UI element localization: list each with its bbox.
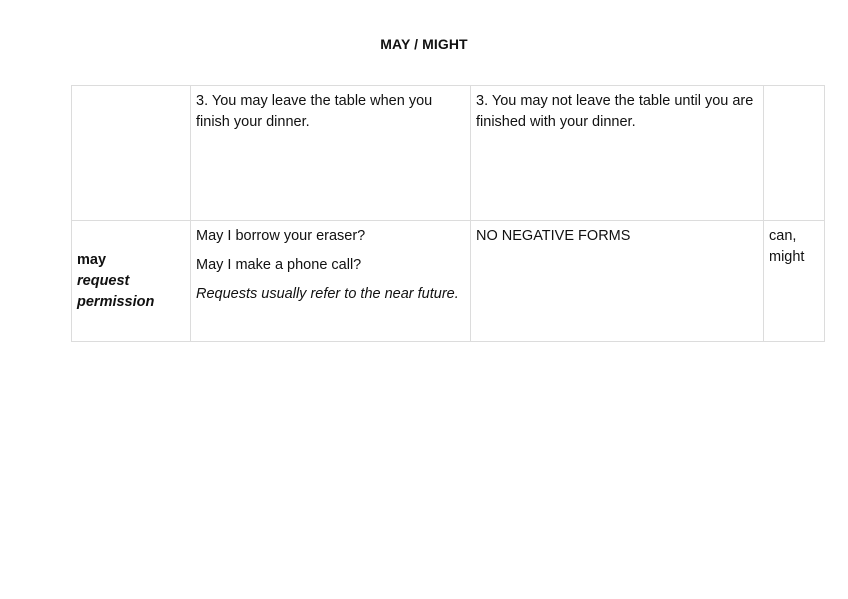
example-sentence: May I make a phone call? xyxy=(196,257,362,273)
affirmative-examples-cell xyxy=(191,86,471,221)
table-row xyxy=(72,221,825,342)
table-row xyxy=(72,86,825,221)
page-title: MAY / MIGHT xyxy=(380,36,468,52)
alternatives-text: can, might xyxy=(769,228,805,265)
usage-label-cell xyxy=(72,86,191,221)
negative-forms-note: NO NEGATIVE FORMS xyxy=(476,228,631,244)
example-sentence: 3. You may leave the table when you finish your dinner. xyxy=(196,93,433,130)
modal-usage-table xyxy=(71,85,825,342)
negative-examples-cell xyxy=(471,86,764,221)
usage-note: Requests usually refer to the near future. xyxy=(196,286,459,302)
example-sentence: 3. You may not leave the table until you are finished with your dinner. xyxy=(476,93,754,130)
usage-label-cell xyxy=(72,221,191,342)
alternatives-cell xyxy=(764,221,825,342)
negative-examples-cell xyxy=(471,221,764,342)
modal-verb-label: may xyxy=(77,251,107,268)
example-sentence: May I borrow your eraser? xyxy=(196,228,366,244)
alternatives-cell xyxy=(764,86,825,221)
usage-label: request permission xyxy=(77,272,155,310)
affirmative-examples-cell xyxy=(191,221,471,342)
